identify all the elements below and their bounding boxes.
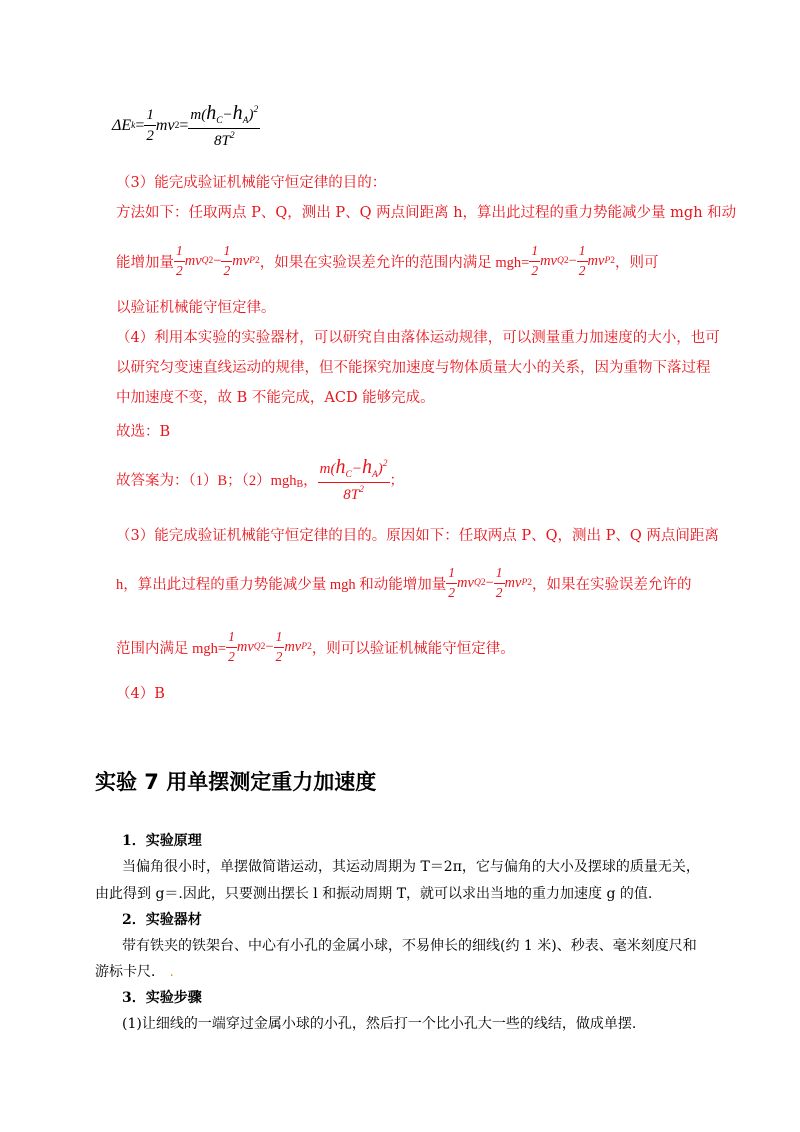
s2-title: 2．实验器材 [122, 912, 202, 928]
s1-title: 1．实验原理 [122, 833, 202, 849]
mv-term: mv [155, 116, 175, 134]
p4-line3: 中加速度不变，故 B 不能完成，ACD 能够完成。 [116, 390, 435, 406]
p3b-line3: 范围内满足 mgh= $\frac{1}{2}$ mv Q 2 − $\frac{1}{2}$ mv P 2 ，则可以验证机械能守恒定律。 [116, 629, 515, 664]
eq1: = [135, 116, 145, 134]
height-fraction: $\frac{m(h_C-h_A)^2}{8T^2}$ [190, 102, 259, 150]
s3-title: 3．实验步骤 [122, 990, 202, 1006]
choice-line: 故选：B [116, 424, 171, 440]
p4-line2: 以研究匀变速直线运动的规律，但不能探究加速度与物体质量大小的关系，因为重物下落过程 [116, 360, 711, 376]
p3b-line1: （3）能完成验证机械能守恒定律的目的。原因如下：任取两点 P、Q，测出 P、Q 两点间距离 [116, 528, 719, 544]
p4b-line: （4）B [116, 686, 165, 702]
answer-line: 故答案为：（1）B；（2）mgh B ， $\frac{m(h_C-h_A)^2}{8T^2}$ ； [116, 456, 404, 504]
stray-dot: . [169, 964, 174, 980]
p3-title: （3）能完成验证机械能守恒定律的目的： [116, 175, 387, 191]
kinetic-energy-formula [112, 102, 260, 150]
p3b-line2: h，算出此过程的重力势能减少量 mgh 和动能增加量 $\frac{1}{2}$ mv Q 2 − $\frac{1}{2}$ mv P 2 ，如果在实验误差允许的 [116, 565, 692, 600]
s1-text2: 由此得到 g＝.因此，只要测出摆长 l 和振动周期 T，就可以求出当地的重力加速度 g 的值. [95, 886, 653, 902]
s2-text1: 带有铁夹的铁架台、中心有小孔的金属小球，不易伸长的细线(约 1 米)、秒表、毫米刻度尺和 [122, 938, 697, 954]
half-fraction: $\frac{1}{2}$ [146, 106, 154, 145]
delta-ek-sub: k [131, 120, 136, 131]
p4-line1: （4）利用本实验的实验器材，可以研究自由落体运动规律，可以测量重力加速度的大小，也可 [116, 330, 720, 346]
verify-line: 以验证机械能守恒定律。 [116, 300, 276, 316]
s3-text1: (1)让细线的一端穿过金属小球的小孔，然后打一个比小孔大一些的线结，做成单摆. [122, 1016, 637, 1032]
section-title: 实验 7 用单摆测定重力加速度 [95, 770, 377, 794]
energy-line: 能增加量 $\frac{1}{2}$ mv Q 2 − $\frac{1}{2}$ mv P 2 ，如果在实验误差允许的范围内满足 mgh= $\frac{1}{2}$ mv Q 2 − $\frac{1}{2}$ mv P 2 ，则可 [116, 243, 659, 278]
delta-ek: ΔE [112, 116, 132, 134]
method-line: 方法如下：任取两点 P、Q，测出 P、Q 两点间距离 h，算出此过程的重力势能减少量 mgh 和动 [116, 205, 737, 221]
s1-text1: 当偏角很小时，单摆做简谐运动，其运动周期为 T＝2π，它与偏角的大小及摆球的质量无关， [122, 859, 700, 875]
eq2: = [179, 116, 189, 134]
mv-sq: 2 [174, 120, 180, 131]
s2-text2: 游标卡尺． . [95, 964, 174, 980]
